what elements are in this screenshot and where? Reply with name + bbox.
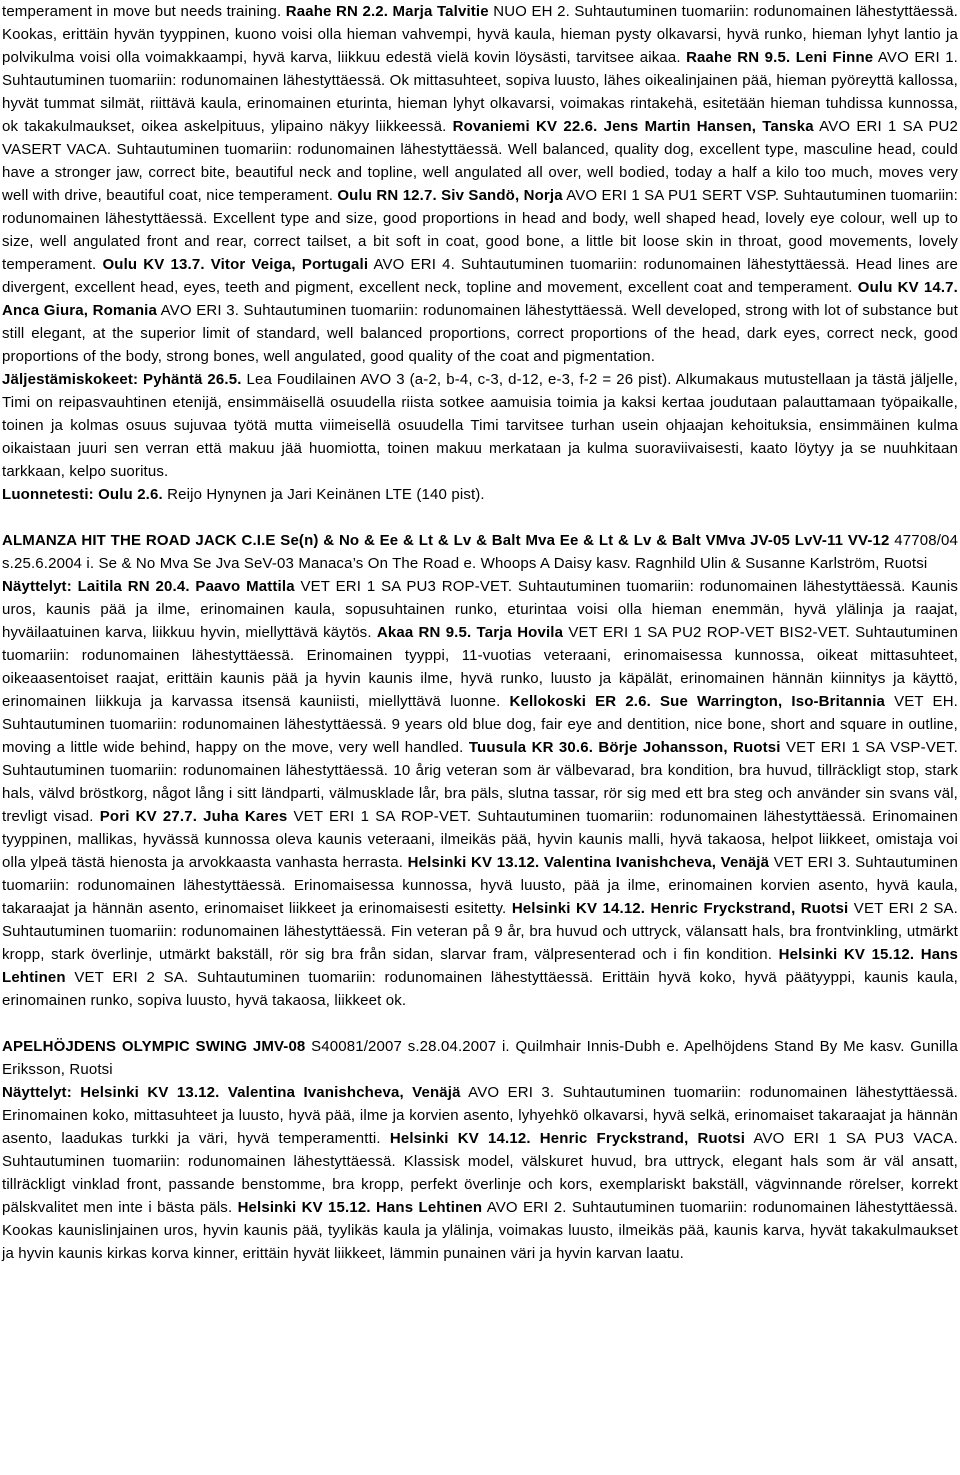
- body-text: AVO ERI 1 SA PU3 VACA. Suhtautuminen tuomariin: rodunomainen lähestyttäessä. Klassisk model, välskuret huvud, bra uttryck, elegant hals som är väl ansatt, tillräckligt vinklad front, passande benstomme, bra kropp, perfekt överlinje och kors, exemplariskt bakställ, vägvinnande rörelser, korrekt pälskvalitet men inte i bästa päls.: [2, 1130, 958, 1216]
- body-text: AVO ERI 3. Suhtautuminen tuomariin: rodunomainen lähestyttäessä. Erinomainen koko, mittasuhteet ja luusto, hyvä pää, ilme ja korvien asento, lyhyehkö olkavarsi, hyvä selkä, erinomaiset takaraajat ja hännän asento, laadukas turkki ja väri, hyvä temperamentti.: [2, 1084, 959, 1147]
- body-text: VET ERI 3. Suhtautuminen tuomariin: rodunomainen lähestyttäessä. Erinomaisessa kunnossa, hyvä luusto, pää ja ilme, erinomainen korvien asento, hyvä kaula, takaraajat ja hännän asento, erinomaiset liikkeet ja erinomaisesti esitetty.: [2, 854, 958, 917]
- body-text: Reijo Hynynen ja Jari Keinänen LTE (140 pist).: [162, 486, 485, 503]
- body-text: 47708/04 s.25.6.2004 i. Se & No Mva Se Jva SeV-03 Manaca’s On The Road e. Whoops A Daisy kasv. Ragnhild Ulin & Susanne Karlström, Ruotsi: [2, 532, 958, 572]
- body-text: VET EH. Suhtautuminen tuomariin: rodunomainen lähestyttäessä. 9 years old blue dog, fair eye and dentition, nice bone, short and square in outline, moving a little wide behind, happy on the move, very well handled.: [2, 693, 959, 756]
- bold-heading-text: Helsinki KV 14.12. Henric Fryckstrand, Ruotsi: [389, 1130, 746, 1147]
- bold-heading-text: Luonnetesti: Oulu 2.6.: [2, 486, 163, 503]
- bold-heading-text: Raahe RN 9.5. Leni Finne: [686, 49, 874, 66]
- body-text: AVO ERI 4. Suhtautuminen tuomariin: rodunomainen lähestyttäessä. Head lines are divergent, excellent head, eyes, teeth and pigment, excellent neck, topline and movement, excellent coat and temperament.: [2, 256, 958, 296]
- paragraph: [2, 1081, 958, 1265]
- paragraph-spacer: [2, 506, 958, 529]
- bold-heading-text: Helsinki KV 13.12. Valentina Ivanishcheva, Venäjä: [407, 854, 770, 871]
- paragraph: [2, 368, 958, 483]
- bold-heading-text: Rovaniemi KV 22.6. Jens Martin Hansen, Tanska: [452, 118, 814, 135]
- body-text: VET ERI 2 SA. Suhtautuminen tuomariin: rodunomainen lähestyttäessä. Fin veteran på 9 år, bra huvud och uttryck, välansatt hals, bra frontvinkling, utmärkt kropp, stark överlinje, utmärkt bakställ, rör sig bra från sidan, slarvar fram, välpresenterad och i fin kondition.: [2, 900, 958, 963]
- bold-heading-text: Helsinki KV 15.12. Hans Lehtinen: [2, 946, 959, 986]
- body-text: VET ERI 1 SA PU2 ROP-VET BIS2-VET. Suhtautuminen tuomariin: rodunomainen lähestyttäessä. Erinomainen tyyppi, 11-vuotias veteraani, erinomaisessa kunnossa, oikeat mittasuhteet, oikeaasentoiset raajat, erittäin kaunis pää ja hyvin kaunis ilme, hyvä runko, luusto ja käpälät, erinomainen hännän kiinnitys ja käyttö, erinomainen liikkuja ja karvassa itsensä kauniisti, miellyttävä luonne.: [2, 624, 959, 710]
- paragraph: [2, 529, 958, 575]
- paragraph: [2, 1035, 958, 1081]
- body-text: Lea Foudilainen AVO 3 (a-2, b-4, c-3, d-12, e-3, f-2 = 26 pist). Alkumakaus mutustellaan ja tästä jäljelle, Timi on reipasvauhtinen etenijä, ensimmäisellä osuudella riista sotkee aamuisia toimia ja kaksi kertaa joudutaan palauttamaan työpaikalle, toinen ja kolmas osuus sujuvaa työtä mutta viimeisellä osuudella Timi tarvitsee turhan usein ohjaajan kehoituksia, ensimmäinen kulma oikaistaan juuri sen verran että makuu jää huomiotta, toinen makuu merkataan ja kulma suoraviivaisesti, kaato löytyy ja se nuuhkitaan tarkkaan, kelpo suoritus.: [2, 371, 958, 480]
- bold-heading-text: ALMANZA HIT THE ROAD JACK C.I.E Se(n) & No & Ee & Lt & Lv & Balt Mva Ee & Lt & Lv & Balt VMva JV-05 LvV-11 VV-12: [2, 532, 890, 549]
- body-text: VET ERI 1 SA PU3 ROP-VET. Suhtautuminen tuomariin: rodunomainen lähestyttäessä. Kaunis uros, kaunis pää ja ilme, erinomainen kaula, sopusuhtainen runko, eturintaa voisi olla hieman enemmän, hyvä ylälinja ja raajat, hyväilaatuinen karva, liikkuu hyvin, miellyttävä käytös.: [2, 578, 958, 641]
- body-text: AVO ERI 1 SA PU2 VASERT VACA. Suhtautuminen tuomariin: rodunomainen lähestyttäessä. Well balanced, quality dog, excellent type, masculine head, could have a stronger jaw, correct bite, beautiful neck and topline, well angulated all over, well bodied, today a half a kilo too much, moves very well with drive, beautiful coat, nice temperament.: [2, 118, 958, 204]
- body-text: AVO ERI 1. Suhtautuminen tuomariin: rodunomainen lähestyttäessä. Ok mittasuhteet, sopiva luusto, lähes oikealinjainen pää, hieman pyöreyttä kallossa, hyvät tummat silmät, riittävä kaula, erinomainen eturinta, hieman lyhyt olkavarsi, voimakas rintakehä, esitetään hieman tuhdissa kunnossa, ok takakulmaukset, oikea askelpituus, ylipaino näkyy liikkeessä.: [2, 49, 959, 135]
- body-text: S40081/2007 s.28.04.2007 i. Quilmhair Innis-Dubh e. Apelhöjdens Stand By Me kasv. Gunilla Eriksson, Ruotsi: [2, 1038, 959, 1078]
- body-text: VET ERI 1 SA VSP-VET. Suhtautuminen tuomariin: rodunomainen lähestyttäessä. 10 årig veteran som är välbevarad, bra kondition, bra huvud, tillräckligt stop, stark hals, välvd bröstkorg, något lång i sitt ländparti, välmusklade lår, bra päls, slutna tassar, rör sig med ett bra steg och använder sin svans väl, trevligt visad.: [2, 739, 958, 825]
- paragraph: [2, 0, 958, 368]
- paragraph: [2, 575, 958, 1012]
- paragraph-spacer: [2, 1012, 958, 1035]
- bold-heading-text: APELHÖJDENS OLYMPIC SWING JMV-08: [2, 1038, 306, 1055]
- bold-heading-text: Raahe RN 2.2. Marja Talvitie: [285, 3, 489, 20]
- bold-heading-text: Helsinki KV 15.12. Hans Lehtinen: [237, 1199, 483, 1216]
- body-text: AVO ERI 1 SA PU1 SERT VSP. Suhtautuminen tuomariin: rodunomainen lähestyttäessä. Excellent type and size, good proportions in head and body, well shaped head, lovely eye colour, well up to size, well angulated front and rear, correct tailset, a bit soft in coat, good bone, a little bit loose skin in throat, good movements, lovely temperament.: [2, 187, 958, 273]
- bold-heading-text: Kellokoski ER 2.6. Sue Warrington, Iso-Britannia: [509, 693, 886, 710]
- bold-heading-text: Helsinki KV 14.12. Henric Fryckstrand, Ruotsi: [511, 900, 849, 917]
- bold-heading-text: Oulu KV 14.7. Anca Giura, Romania: [2, 279, 958, 319]
- body-text: VET ERI 2 SA. Suhtautuminen tuomariin: rodunomainen lähestyttäessä. Erittäin hyvä koko, hyvä päätyyppi, kaunis kaula, erinomainen runko, sopiva luusto, hyvä takaosa, liikkeet ok.: [2, 969, 958, 1009]
- bold-heading-text: Oulu RN 12.7. Siv Sandö, Norja: [337, 187, 563, 204]
- body-text: temperament in move but needs training.: [2, 3, 286, 20]
- body-text: AVO ERI 3. Suhtautuminen tuomariin: rodunomainen lähestyttäessä. Well developed, strong with lot of substance but still elegant, at the superior limit of standard, well balanced proportions, correct proportions of the head, dark eyes, correct neck, good proportions of the body, strong bones, well angulated, good quality of the coat and pigmentation.: [2, 302, 958, 365]
- body-text: VET ERI 1 SA ROP-VET. Suhtautuminen tuomariin: rodunomainen lähestyttäessä. Erinomainen tyyppinen, mallikas, hyvässä kunnossa oleva kaunis veteraani, ilmeikäs pää, hyvin kaunis malli, hyvä takaosa, helpot liikkeet, omistaja voi olla ylpeä tästä hienosta ja arvokkaasta vanhasta herrasta.: [2, 808, 959, 871]
- bold-heading-text: Näyttelyt: Laitila RN 20.4. Paavo Mattila: [2, 578, 295, 595]
- paragraph: [2, 483, 958, 506]
- bold-heading-text: Tuusula KR 30.6. Börje Johansson, Ruotsi: [468, 739, 781, 756]
- bold-heading-text: Pori KV 27.7. Juha Kares: [99, 808, 288, 825]
- body-text: NUO EH 2. Suhtautuminen tuomariin: rodunomainen lähestyttäessä. Kookas, erittäin hyvän tyyppinen, kuono voisi olla hieman vahvempi, hyvä kaula, hieman pysty olkavarsi, hyvä runko, hieman lyhyt lantio ja polvikulma voisi olla voimakkaampi, hyvä karva, liikkuu edestä vielä kovin löysästi, tarvitsee aikaa.: [2, 3, 958, 66]
- bold-heading-text: Akaa RN 9.5. Tarja Hovila: [376, 624, 564, 641]
- bold-heading-text: Oulu KV 13.7. Vitor Veiga, Portugali: [102, 256, 369, 273]
- body-text: AVO ERI 2. Suhtautuminen tuomariin: rodunomainen lähestyttäessä. Kookas kaunislinjainen uros, hyvin kaunis pää, tyylikäs kaula ja ylälinja, voimakas luusto, ilmeikäs pää, kaunis karva, hyvät takakulmaukset ja hyvin kaunis kirkas korva kinner, erittäin hyvät liikkeet, lämmin punainen väri ja hyvin karvan laatu.: [2, 1199, 958, 1262]
- bold-heading-text: Jäljestämiskokeet: Pyhäntä 26.5.: [2, 371, 242, 388]
- bold-heading-text: Näyttelyt: Helsinki KV 13.12. Valentina Ivanishcheva, Venäjä: [2, 1084, 461, 1101]
